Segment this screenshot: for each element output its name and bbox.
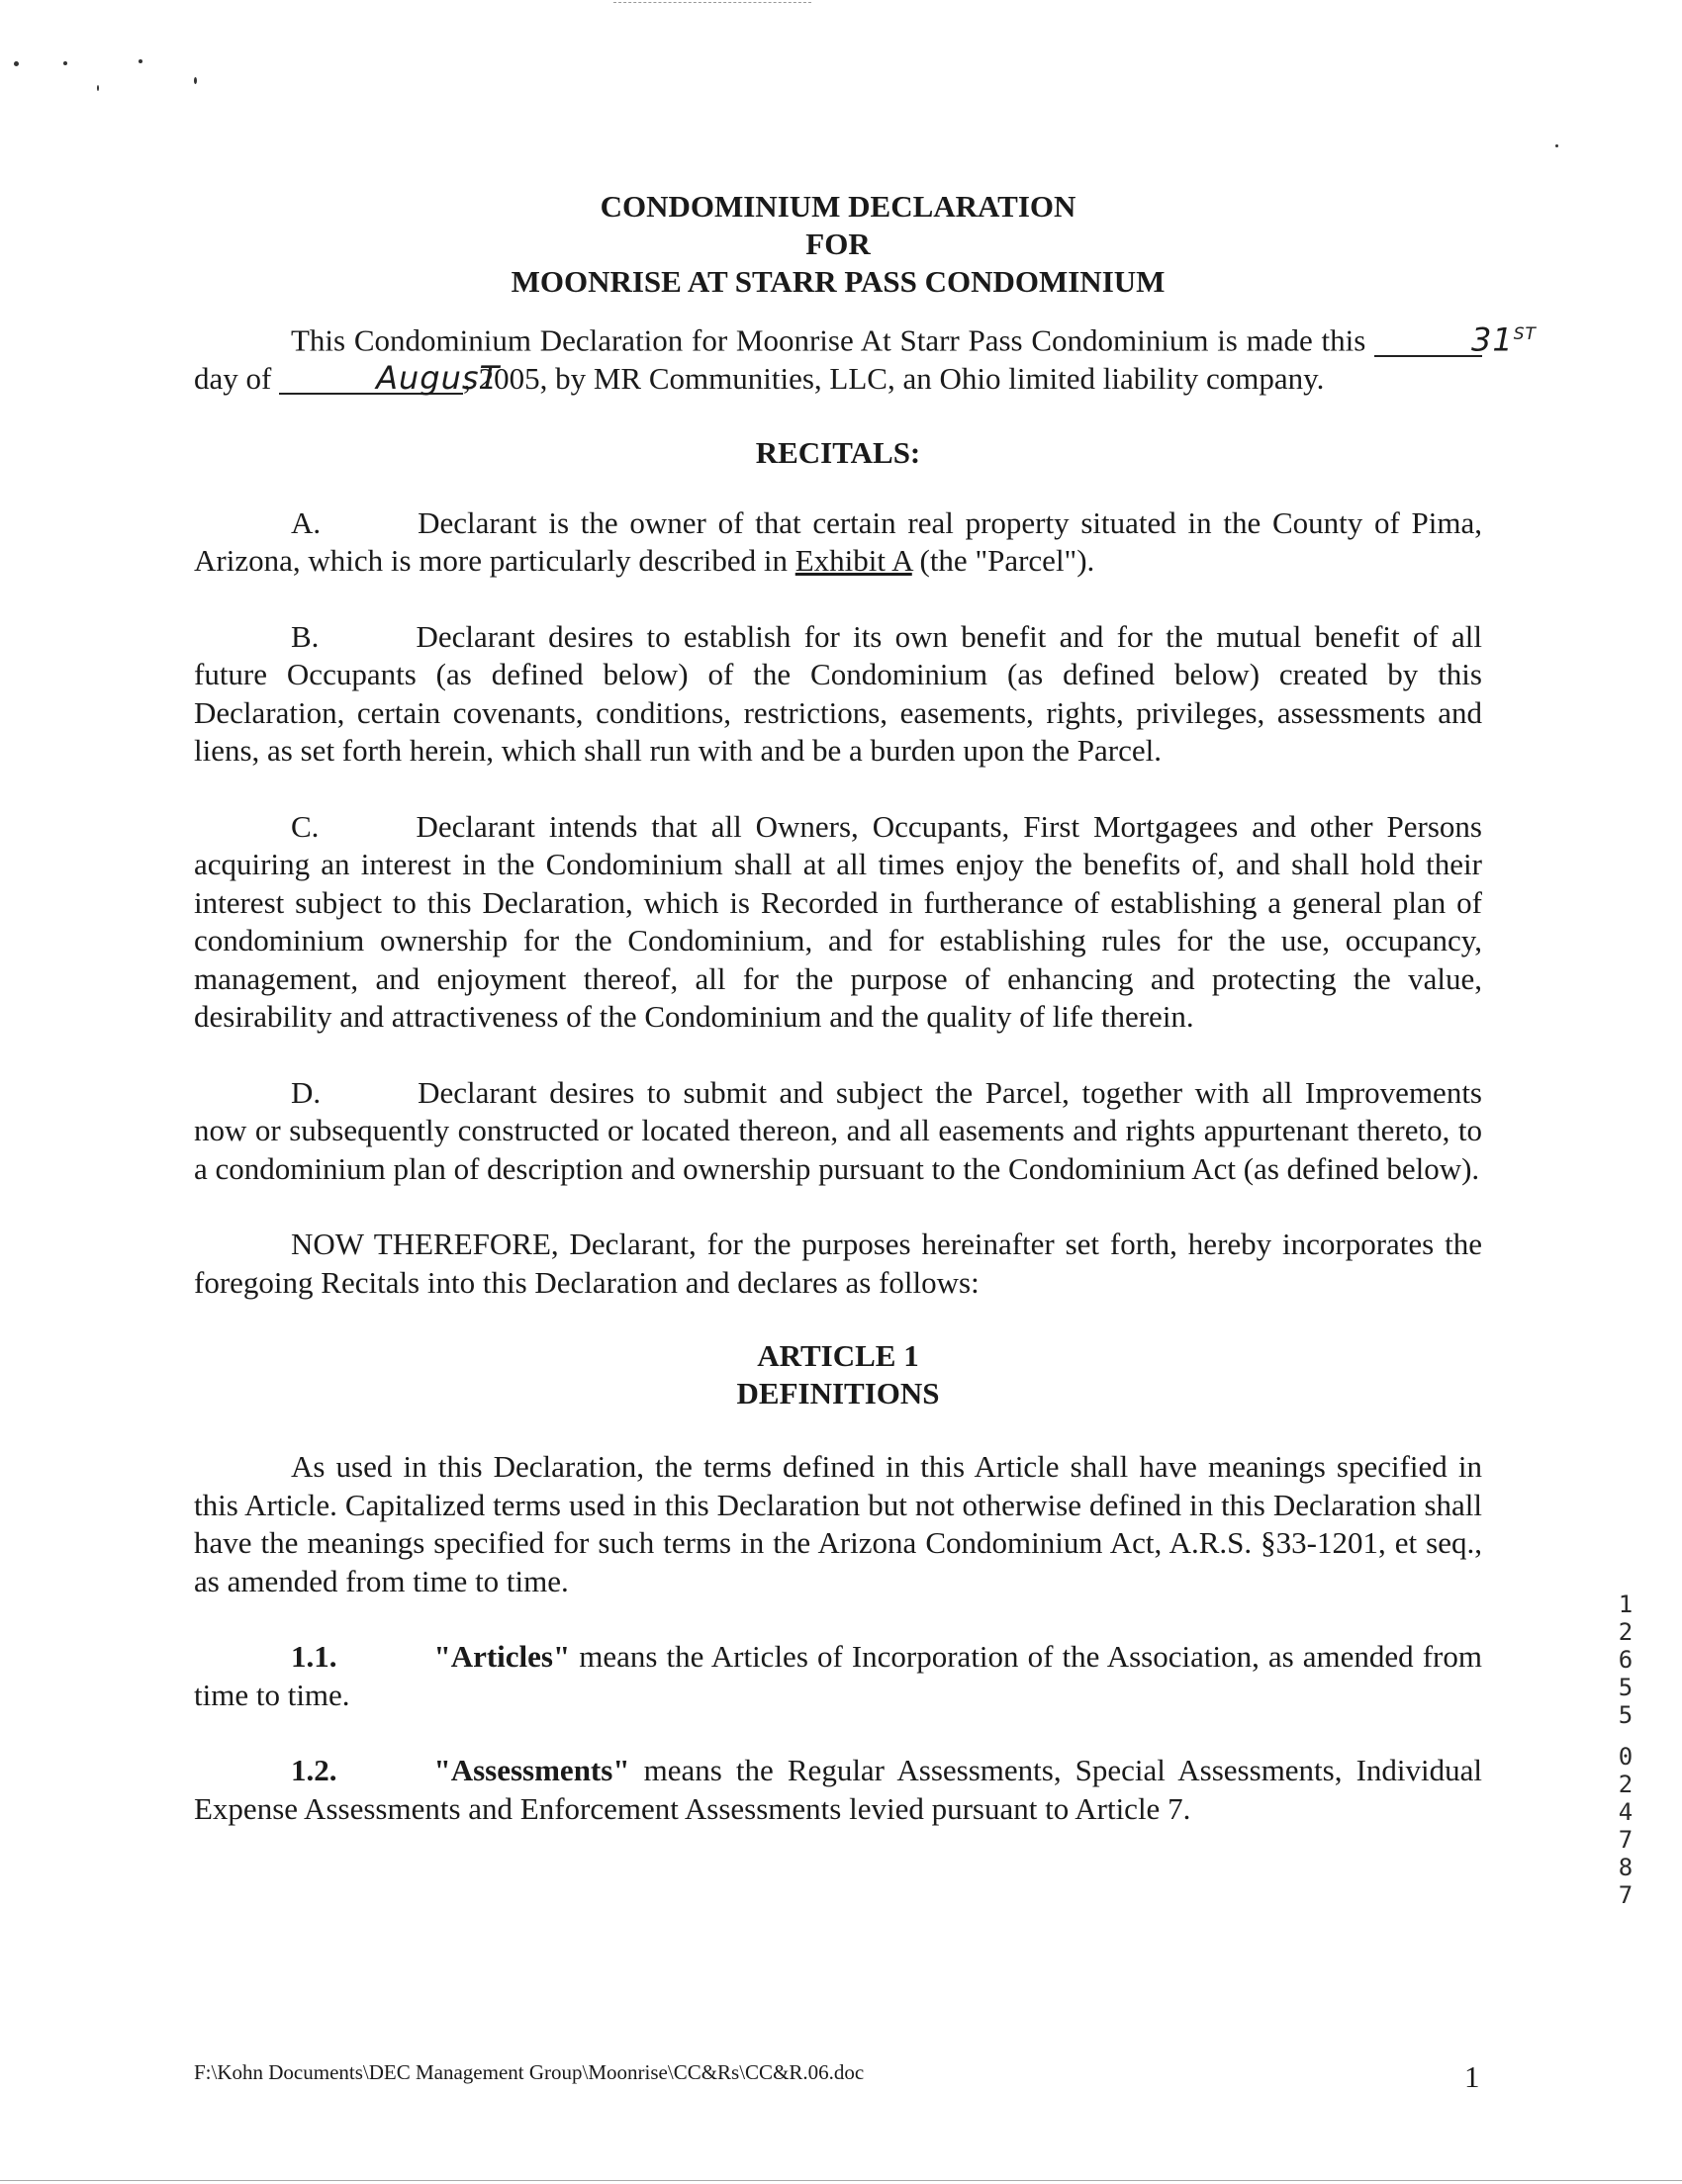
handwritten-day-number: 31 — [1471, 320, 1514, 359]
title-line-1: CONDOMINIUM DECLARATION — [600, 189, 1076, 224]
scan-speck — [97, 85, 99, 91]
stamp-digit: 1 — [1618, 1591, 1634, 1618]
handwritten-day — [1374, 319, 1537, 359]
recital-text: Declarant is the owner of that certain real property situated in the County of Pima, Arizona, which is more particularly described in — [194, 504, 1482, 579]
scan-speck — [14, 61, 19, 66]
recital-b — [194, 618, 1482, 771]
handwritten-day-suffix: ST — [1513, 324, 1537, 344]
definition-number: 1.1. — [291, 1639, 337, 1675]
definition-text: means the Regular Assessments, Special Assessments, Individual Expense Assessments and Enforcement Assessments levied pursuant to Article 7. — [194, 1753, 1482, 1826]
page-number: 1 — [1464, 2059, 1480, 2094]
document-title — [194, 188, 1482, 301]
definition-term: "Assessments" — [433, 1753, 630, 1788]
exhibit-a-link[interactable]: Exhibit A — [794, 543, 912, 579]
recording-stamp-number — [1611, 1591, 1640, 1909]
stamp-digit: 6 — [1618, 1646, 1634, 1674]
recital-text: Declarant intends that all Owners, Occupants, First Mortgagees and other Persons acquiring an interest in the Condominium shall at all times enjoy the benefits of, and shall hold their interest subject to this Declaration, which is Recorded in furtherance of establishing a general plan of condominium ownership for the Condominium, and for establishing rules for the use, occupancy, management, and enjoyment thereof, all for the purpose of enhancing and protecting the value, desirability and attractiveness of the Condominium and the quality of life therein. — [194, 808, 1482, 1035]
recital-label: C. — [291, 808, 320, 844]
definition-1-2 — [194, 1752, 1482, 1828]
footer-file-path: F:\Kohn Documents\DEC Management Group\Moonrise\CC&Rs\CC&R.06.doc — [194, 2060, 865, 2084]
recital-label: B. — [291, 618, 320, 654]
stamp-digit: 4 — [1618, 1798, 1634, 1826]
recital-label: A. — [291, 504, 322, 540]
scan-speck — [1555, 144, 1558, 147]
intro-text-a: This Condominium Declaration for Moonrise At Starr Pass Condominium is made this — [291, 322, 1366, 358]
article-title: DEFINITIONS — [736, 1376, 940, 1411]
title-line-3: MOONRISE AT STARR PASS CONDOMINIUM — [511, 264, 1166, 299]
stamp-digit: 7 — [1618, 1826, 1634, 1854]
stamp-digit: 5 — [1618, 1701, 1634, 1729]
recital-label: D. — [291, 1074, 322, 1110]
recital-d — [194, 1074, 1482, 1189]
stamp-digit: 7 — [1618, 1881, 1634, 1909]
recital-text: Declarant desires to submit and subject the Parcel, together with all Improvements now or subsequently constructed or located thereon, and all easements and rights appurtenant thereto, to a condominium plan of description and ownership pursuant to the Condominium Act (as defined below). — [194, 1074, 1482, 1186]
now-therefore-paragraph: NOW THEREFORE, Declarant, for the purposes hereinafter set forth, hereby incorporates the foregoing Recitals into this Declaration and declares as follows: — [194, 1227, 1482, 1300]
definition-1-1 — [194, 1638, 1482, 1714]
recital-a — [194, 504, 1482, 581]
recital-c — [194, 808, 1482, 1037]
scan-speck — [194, 77, 197, 84]
definition-text: means the Articles of Incorporation of the Association, as amended from time to time. — [194, 1639, 1482, 1712]
article-1-intro: As used in this Declaration, the terms defined in this Article shall have meanings specified in this Article. Capitalized terms used in this Declaration but not otherwise defined in this Declaration shall have the meanings specified for such terms in the Arizona Condominium Act, A.R.S. §33-1201, et seq., as amended from time to time. — [194, 1449, 1482, 1598]
stamp-digit: 2 — [1618, 1618, 1634, 1646]
document-body — [194, 188, 1537, 1828]
recital-text: Declarant desires to establish for its own benefit and for the mutual benefit of all future Occupants (as defined below) of the Condominium (as defined below) created by this Declaration, certain covenants, conditions, restrictions, easements, rights, privileges, assessments and liens, as set forth herein, which shall run with and be a burden upon the Parcel. — [194, 618, 1482, 769]
scan-artifact-top — [613, 2, 811, 3]
recitals-heading: RECITALS: — [755, 434, 921, 470]
stamp-digit: 8 — [1618, 1854, 1634, 1881]
stamp-digit: 2 — [1618, 1771, 1634, 1798]
definition-term: "Articles" — [433, 1639, 571, 1675]
stamp-digit: 0 — [1618, 1743, 1634, 1771]
recital-text-after: (the "Parcel"). — [919, 543, 1095, 579]
stamp-digit: 5 — [1618, 1674, 1634, 1701]
intro-text-b: day of — [194, 361, 272, 397]
intro-text-c: , 2005, by MR Communities, LLC, an Ohio limited liability company. — [463, 361, 1325, 397]
scan-speck — [63, 61, 67, 65]
title-line-2: FOR — [805, 227, 871, 261]
scan-speck — [139, 59, 142, 63]
article-1-heading — [194, 1337, 1482, 1412]
intro-paragraph — [194, 319, 1537, 399]
article-number: ARTICLE 1 — [757, 1338, 919, 1374]
definition-number: 1.2. — [291, 1753, 337, 1788]
scan-artifact-bottom — [0, 2180, 1682, 2181]
handwritten-month: AugusT — [279, 363, 463, 395]
